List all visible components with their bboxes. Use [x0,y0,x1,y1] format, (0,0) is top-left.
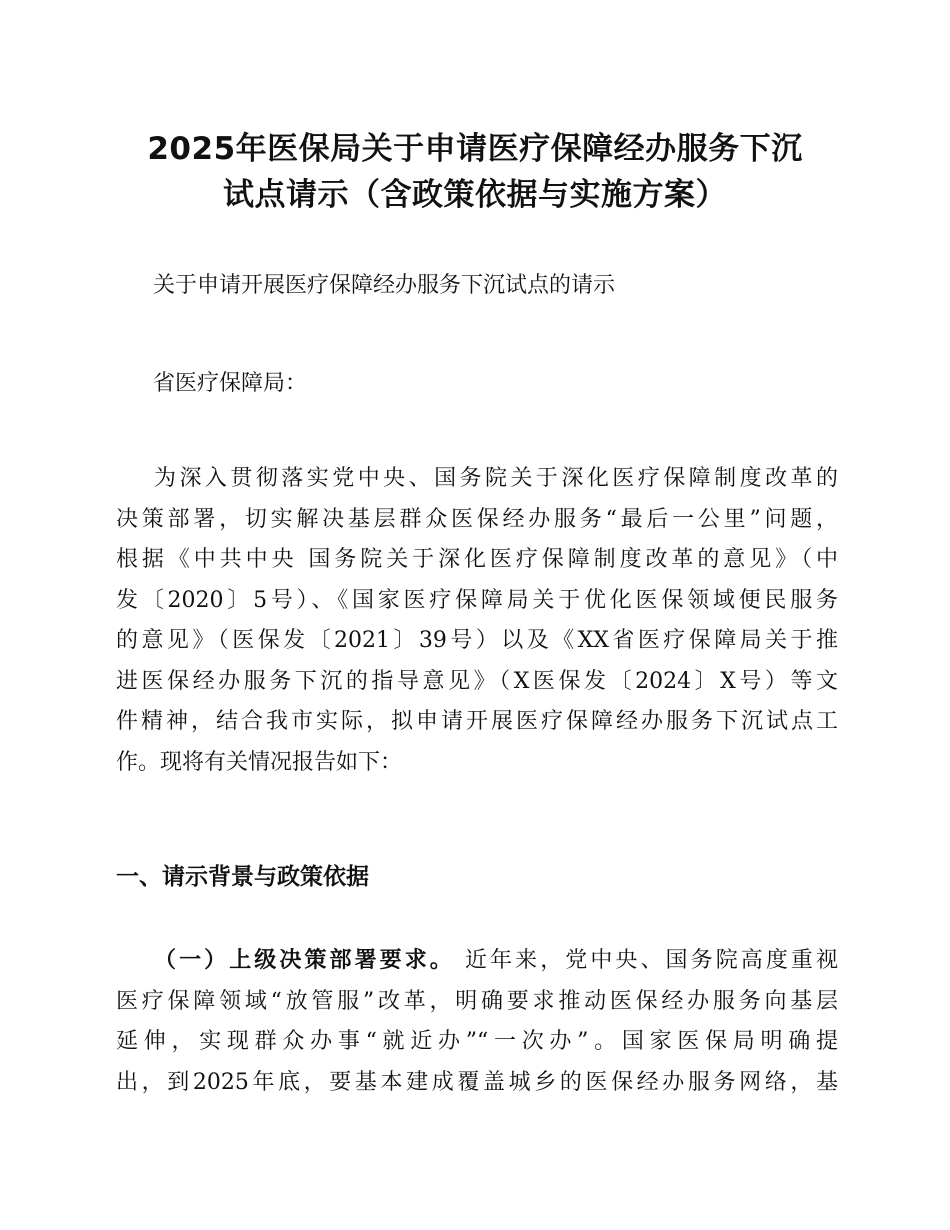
document-title-line-1: 2025年医保局关于申请医疗保障经办服务下沉 [147,131,803,167]
paragraph-line: 为深入贯彻落实党中央、国务院关于深化医疗保障制度改革的 [154,466,838,491]
paragraph-line: 件精神，结合我市实际，拟申请开展医疗保障经办服务下沉试点工 [116,709,838,734]
intro-paragraph [116,459,838,783]
request-subtitle: 关于申请开展医疗保障经办服务下沉试点的请示 [153,273,616,298]
paragraph-line [116,941,838,982]
paragraph-line: 医疗保障领域“放管服”改革，明确要求推动医保经办服务向基层 [116,988,838,1014]
subsection-lead: （一）上级决策部署要求。 [154,948,455,973]
document-title-line-2: 试点请示（含政策依据与实施方案） [223,177,727,213]
section-heading: 一、请示背景与政策依据 [116,864,369,890]
paragraph-line: 发〔2020〕5号）、《国家医疗保障局关于优化医保领域便民服务 [116,587,838,613]
subsection-paragraph [116,941,838,1103]
paragraph-line: 作。现将有关情况报告如下： [116,749,403,775]
recipient-line: 省医疗保障局： [153,371,308,396]
paragraph-line: 决策部署，切实解决基层群众医保经办服务“最后一公里”问题， [116,506,838,532]
paragraph-line: 出，到2025年底，要基本建成覆盖城乡的医保经办服务网络，基 [116,1069,838,1095]
paragraph-line: 根据《中共中央 国务院关于深化医疗保障制度改革的意见》（中 [116,547,838,572]
paragraph-line: 的意见》（医保发〔2021〕39号）以及《XX省医疗保障局关于推 [116,628,838,653]
document-title [100,126,850,218]
paragraph-line: 延伸，实现群众办事“就近办”“一次办”。国家医保局明确提 [116,1029,838,1054]
paragraph-line: 进医保经办服务下沉的指导意见》（X医保发〔2024〕X号）等文 [116,668,838,694]
subsection-text: 近年来，党中央、国务院高度重视 [464,948,838,973]
